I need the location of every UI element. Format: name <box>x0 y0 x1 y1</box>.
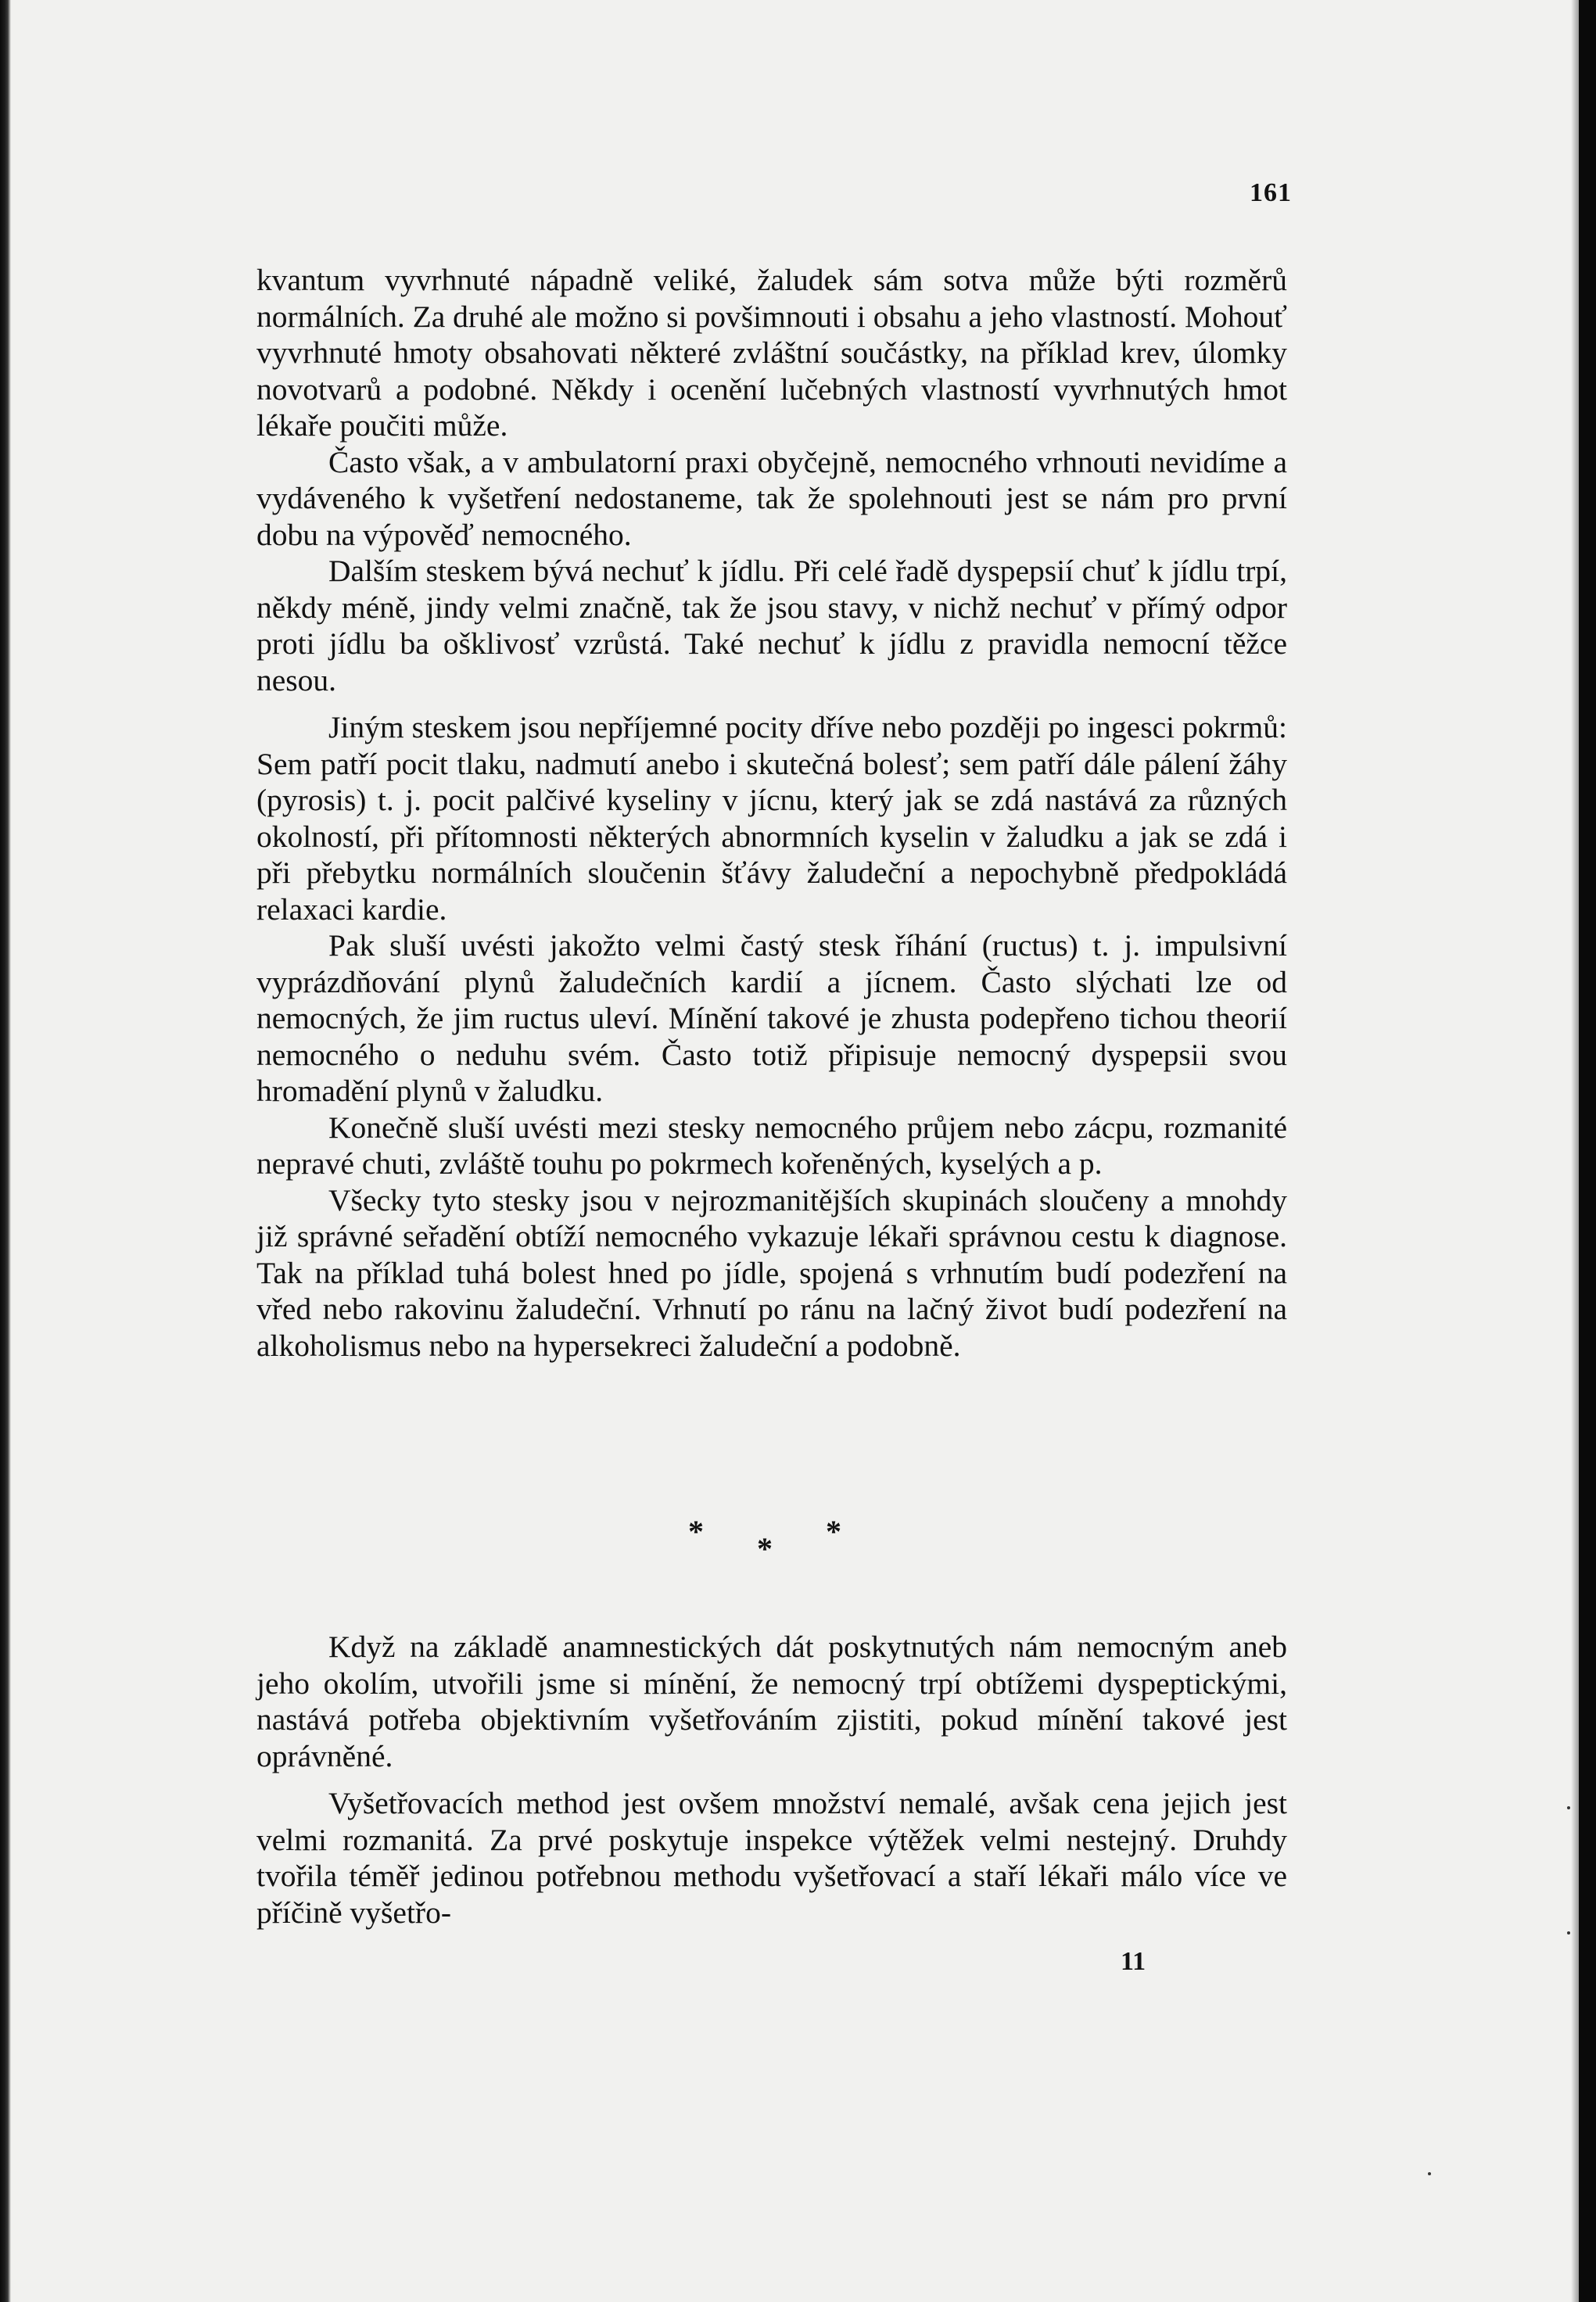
scan-edge-right <box>1579 0 1596 2302</box>
text-block-upper <box>256 262 1287 1364</box>
paragraph: Dalším steskem bývá nechuť k jídlu. Při celé řadě dyspepsií chuť k jídlu trpí, někdy méně, jindy velmi značně, tak že jsou stavy, v nichž nechuť v přímý odpor proti jídlu ba ošklivosť vzrůstá. Také nechuť k jídlu z pravidla nemocní těžce nesou. <box>256 554 1287 697</box>
speck <box>1567 1806 1570 1809</box>
asterisk-center: * <box>757 1531 773 1566</box>
scan-shadow-right <box>1571 0 1579 2302</box>
speck <box>1428 2172 1431 2175</box>
paragraph: Vyšetřovacích method jest ovšem množství nemalé, avšak cena jejich jest velmi rozmanitá. Za prvé poskytuje inspekce výtěžek velmi nestejný. Druhdy tvořila téměř jedinou potřebnou methodu vyšetřovací a staří lékaři málo více ve příčině vyšetřo- <box>256 1786 1287 1930</box>
paragraph: Pak sluší uvésti jakožto velmi častý stesk říhání (ructus) t. j. impulsivní vyprázdňování plynů žaludečních kardií a jícnem. Často slýchati lze od nemocných, že jim ructus uleví. Mínění takové je zhusta podepřeno tichou theorií nemocného o neduhu svém. Často totiž připisuje nemocný dyspepsii svou hromadění plynů v žaludku. <box>256 928 1287 1108</box>
paragraph: Jiným steskem jsou nepříjemné pocity dříve nebo později po ingesci pokrmů: Sem patří pocit tlaku, nadmutí anebo i skutečná bolesť; sem patří dále pálení žáhy (pyrosis) t. j. pocit palčivé kyseliny v jícnu, který jak se zdá nastává za různých okolností, při přítomnosti některých abnormních kyselin v žaludku a jak se zdá i při přebytku normálních sloučenin šťávy žaludeční a nepochybně předpokládá relaxaci kardie. <box>256 710 1287 927</box>
paragraph: Když na základě anamnestických dát poskytnutých nám nemocným aneb jeho okolím, utvořili jsme si mínění, že nemocný trpí obtížemi dyspeptickými, nastává potřeba objektivním vyšetřováním zjistiti, pokud mínění takové jest oprávněné. <box>256 1630 1287 1773</box>
section-separator <box>680 1513 860 1568</box>
text-block-lower <box>256 1629 1287 1931</box>
speck <box>1567 1931 1570 1934</box>
page-number: 161 <box>1250 178 1292 207</box>
asterisk-right: * <box>826 1514 841 1549</box>
paragraph: Často však, a v ambulatorní praxi obyčejně, nemocného vrhnouti nevidíme a vydáveného k vyšetření nedostaneme, tak že spolehnouti jest se nám pro první dobu na výpověď nemocného. <box>256 444 1287 552</box>
paragraph: kvantum vyvrhnuté nápadně veliké, žaludek sám sotva může býti rozměrů normálních. Za druhé ale možno si povšimnouti i obsahu a jeho vlastností. Mohouť vyvrhnuté hmoty obsahovati některé zvláštní součástky, na příklad krev, úlomky novotvarů a podobné. Někdy i ocenění lučebných vlastností vyvrhnutých hmot lékaře poučiti může. <box>256 263 1287 443</box>
scan-edge-left <box>0 0 11 2302</box>
signature-mark: 11 <box>1121 1947 1146 1976</box>
paragraph: Konečně sluší uvésti mezi stesky nemocného průjem nebo zácpu, rozmanité nepravé chuti, zvláště touhu po pokrmech kořeněných, kyselých a p. <box>256 1110 1287 1181</box>
paragraph: Všecky tyto stesky jsou v nejrozmanitějších skupinách sloučeny a mnohdy již správné seřadění obtíží nemocného vykazuje lékaři správnou cestu k diagnose. Tak na příklad tuhá bolest hned po jídle, spojená s vrhnutím budí podezření na vřed nebo rakovinu žaludeční. Vrhnutí po ránu na lačný život budí podezření na alkoholismus nebo na hypersekreci žaludeční a podobně. <box>256 1182 1287 1363</box>
asterisk-left: * <box>688 1514 704 1549</box>
